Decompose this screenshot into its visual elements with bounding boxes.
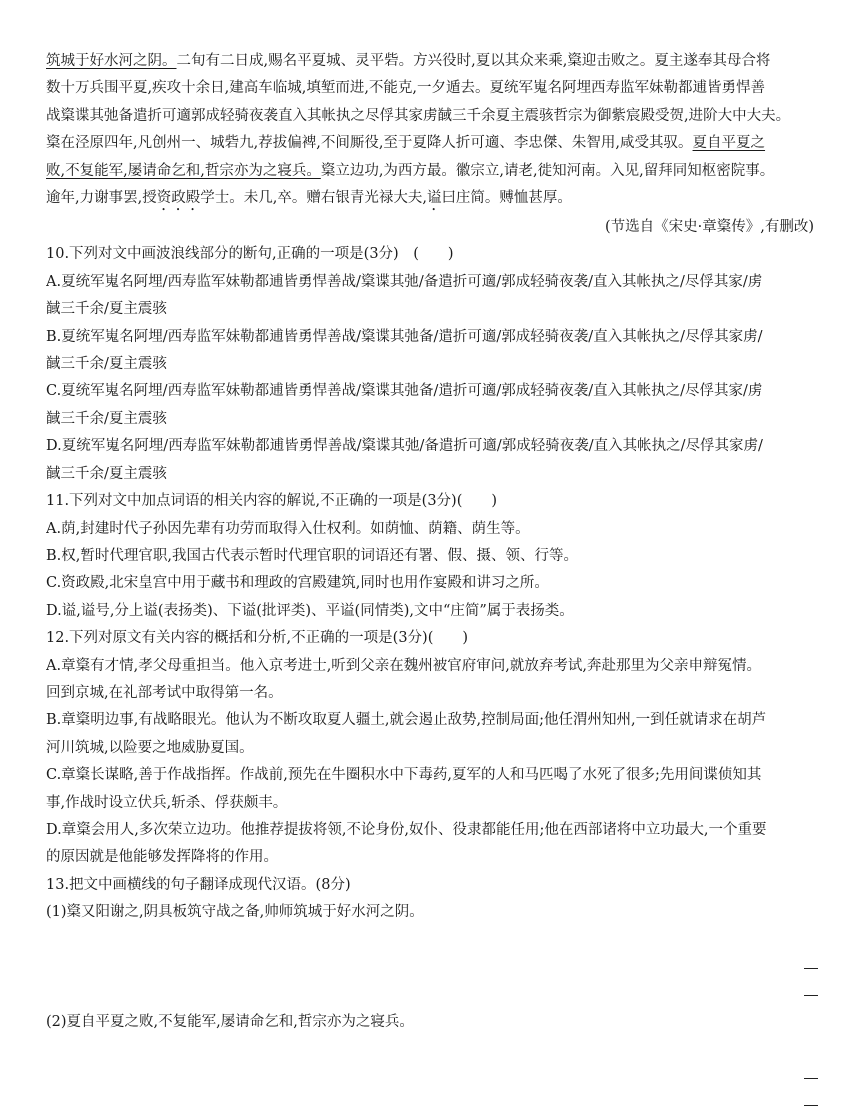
q10-option-c-line-1: C.夏统军嵬名阿埋/西寿监军妹勒都逋皆勇悍善战/楶谍其弛备/遣折可適/郭成轻骑夜袭/直入其帐执之/尽俘其家/虏: [46, 383, 763, 400]
passage-text: 二旬有二日成,赐名平夏城、灵平砦。方兴役时,夏以其众来乘,楶迎击败之。夏主遂奉其母合将: [176, 53, 771, 69]
dotted-term-shi: 谥: [426, 190, 442, 207]
q10-option-a-line-1: A.夏统军嵬名阿埋/西寿监军妹勒都逋皆勇悍善战/楶谍其弛/备遣折可適/郭成轻骑夜袭/直入其帐执之/尽俘其家/虏: [46, 273, 763, 290]
q11-option-d: D.谥,谥号,分上谥(表扬类)、下谥(批评类)、平谥(同情类),文中“庄简”属于表扬类。: [46, 602, 574, 619]
q13-sentence-2: (2)夏自平夏之败,不复能军,屡请命乞和,哲宗亦为之寝兵。: [46, 1013, 414, 1030]
q10-option-a-line-2: 馘三千余/夏主震骇: [46, 301, 167, 318]
q11-option-b: B.权,暂时代理官职,我国古代表示暂时代理官职的词语还有署、假、摄、领、行等。: [46, 547, 578, 564]
passage-text: 楶在泾原四年,凡创州一、城砦九,荐拔偏裨,不间厮役,至于夏降人折可適、李忠傑、朱智用,咸受其驭。: [46, 135, 693, 152]
q11-option-c: C.资政殿,北宋皇宫中用于藏书和理政的宫殿建筑,同时也用作宴殿和讲习之所。: [46, 575, 549, 592]
answer-line-2-1[interactable]: [46, 1064, 820, 1091]
q10-option-d-line-1: D.夏统军嵬名阿埋/西寿监军妹勒都逋皆勇悍善战/楶谍其弛/备遣折可適/郭成轻骑夜袭/直入其帐执之/尽俘其家虏/: [46, 438, 763, 455]
question-11-stem: 11.下列对文中加点词语的相关内容的解说,不正确的一项是(3分)( ): [46, 493, 498, 510]
passage-text: 学士。未几,卒。赠右银青光禄大夫,: [200, 190, 427, 207]
passage-text: 逾年,力谢事罢,授: [46, 190, 157, 207]
q10-option-b-line-2: 馘三千余/夏主震骇: [46, 356, 167, 373]
passage-line-2: 数十万兵围平夏,疾攻十余日,建高车临城,填堑而进,不能克,一夕遁去。夏统军嵬名阿埋西寿监军妹勒都逋皆勇悍善: [46, 80, 766, 97]
answer-line-1-2[interactable]: [46, 981, 820, 1008]
answer-line-2-2[interactable]: [46, 1091, 820, 1118]
q12-option-b-line-2: 河川筑城,以险要之地威胁夏国。: [46, 739, 254, 756]
q12-option-c-line-1: C.章楶长谋略,善于作战指挥。作战前,预先在牛圈积水中下毒药,夏军的人和马匹喝了水死了很多;先用间谍侦知其: [46, 767, 762, 784]
q13-sentence-1: (1)楶又阳谢之,阴具板筑守战之备,帅师筑城于好水河之阴。: [46, 904, 424, 921]
underlined-sentence-1-end: 筑城于好水河之阴。: [46, 53, 177, 69]
question-12-stem: 12.下列对原文有关内容的概括和分析,不正确的一项是(3分)( ): [46, 630, 469, 647]
question-13-stem: 13.把文中画横线的句子翻译成现代汉语。(8分): [46, 876, 351, 893]
q10-option-d-line-2: 馘三千余/夏主震骇: [46, 465, 167, 482]
passage-line-5: [46, 158, 820, 185]
dotted-term-zizhengdian: 资政殿: [156, 190, 201, 207]
q11-option-a: A.荫,封建时代子孙因先辈有功劳而取得入仕权利。如荫恤、荫籍、荫生等。: [46, 520, 530, 537]
answer-spacer: [46, 927, 820, 954]
passage-line-3: 战楶谍其弛备遣折可適郭成轻骑夜袭直入其帐执之尽俘其家虏馘三千余夏主震骇哲宗为御紫宸殿受贺,进阶大中大夫。: [46, 107, 791, 124]
passage-line-4: [46, 130, 820, 157]
answer-spacer: [46, 1036, 820, 1063]
answer-line-1-1[interactable]: [46, 954, 820, 981]
passage-line-1: [46, 48, 820, 75]
q12-option-b-line-1: B.章楶明边事,有战略眼光。他认为不断攻取夏人疆土,就会遏止敌势,控制局面;他任渭州知州,一到任就请求在胡芦: [46, 712, 767, 729]
passage-text: 曰庄简。赙恤甚厚。: [441, 190, 572, 207]
passage-line-6: [46, 185, 820, 214]
passage-source: (节选自《宋史·章楶传》,有删改): [604, 219, 814, 236]
document-page: [46, 48, 820, 1118]
q10-option-c-line-2: 馘三千余/夏主震骇: [46, 410, 167, 427]
q12-option-d-line-2: 的原因就是他能够发挥降将的作用。: [46, 849, 278, 866]
passage-text: 楶立边功,为西方最。徽宗立,请老,徙知河南。入见,留拜同知枢密院事。: [320, 162, 775, 179]
q12-option-d-line-1: D.章楶会用人,多次荣立边功。他推荐提拔将领,不论身份,奴仆、役隶都能任用;他在西部诸将中立功最大,一个重要: [46, 821, 767, 838]
underlined-sentence-2-start: 夏自平夏之: [692, 135, 766, 152]
q12-option-a-line-2: 回到京城,在礼部考试中取得第一名。: [46, 684, 283, 701]
q12-option-c-line-2: 事,作战时设立伏兵,斩杀、俘获颇丰。: [46, 794, 288, 811]
q10-option-b-line-1: B.夏统军嵬名阿埋/西寿监军妹勒都逋皆勇悍善战/楶谍其弛备/遣折可適/郭成轻骑夜袭/直入其帐执之/尽俘其家虏/: [46, 328, 763, 345]
q12-option-a-line-1: A.章楶有才情,孝父母重担当。他入京考进士,听到父亲在魏州被官府审问,就放弃考试,奔赴那里为父亲申辩冤情。: [46, 657, 762, 674]
underlined-sentence-2-end: 败,不复能军,屡请命乞和,哲宗亦为之寝兵。: [46, 162, 321, 179]
question-10-stem: 10.下列对文中画波浪线部分的断句,正确的一项是(3分) ( ): [46, 246, 454, 263]
